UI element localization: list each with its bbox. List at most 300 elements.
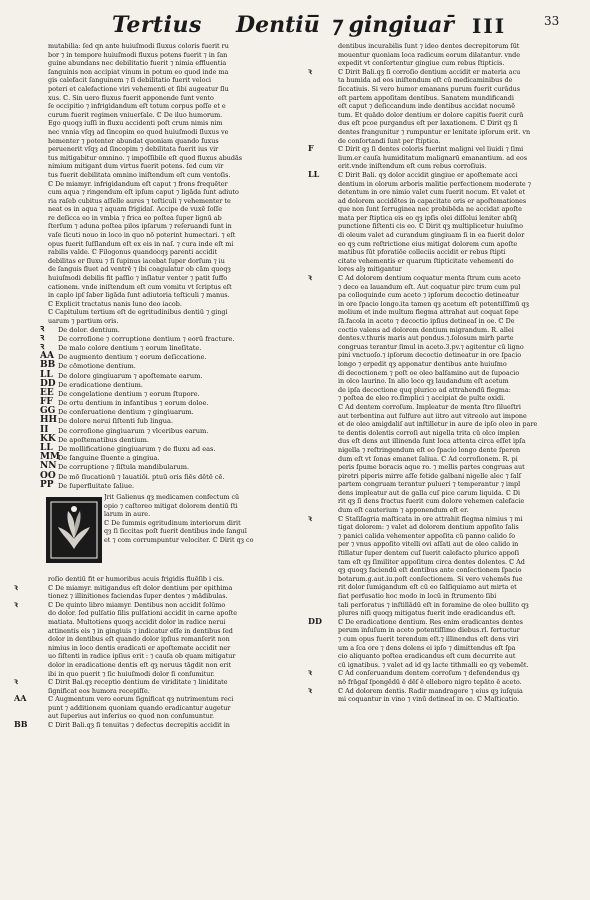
text-line	[12, 618, 294, 627]
text-line	[12, 721, 294, 730]
toc-entry	[12, 323, 294, 335]
margin-marker: AA	[14, 695, 27, 704]
text-line	[12, 94, 294, 103]
text-line	[308, 300, 576, 309]
line-text: te dentis dolentis corroſi aut nigella trita cū olco implen	[338, 428, 520, 437]
toc-entry	[12, 362, 294, 371]
toc-title: De malo colore dentium ⁊ eorum lineſitate.	[58, 343, 202, 352]
text-line	[308, 652, 576, 661]
line-text: di oleum valet ad curandum gingiuam ſi in ea fuerit dolor	[338, 231, 525, 240]
toc-marker: MM	[40, 452, 60, 463]
text-line	[12, 248, 294, 257]
text-line	[308, 137, 576, 146]
toc-marker: AA	[40, 351, 54, 362]
line-text: dum eſt cauterium ⁊ apponendum eſt er.	[338, 506, 469, 515]
text-line	[308, 480, 576, 489]
text-line	[308, 601, 576, 610]
text-line	[308, 102, 576, 111]
text-line	[12, 652, 294, 661]
toc-entry	[12, 378, 294, 390]
line-text: mata per ſtiptica eis eo qȝ ipſis olei diſſolui leniter abſq̄	[338, 213, 517, 222]
toc-entry	[12, 417, 294, 426]
line-text: ⁊ poſtea de eleo ro.ſimplici ⁊ accipiat de pulte oxidi.	[338, 394, 506, 403]
initial-text-line: larum in aure.	[104, 510, 151, 519]
line-text: ℂ Augmentum vero eorum ſignificat qȝ nutrimentum reci	[48, 695, 234, 704]
line-text: aut terbentina aut ſulfure aut iitro aut vitreolo aut impone	[338, 411, 527, 420]
text-line	[308, 635, 576, 644]
text-line	[308, 386, 576, 395]
toc-marker: GG	[40, 406, 56, 417]
toc-marker: HH	[40, 415, 58, 426]
line-text: eſt caput ⁊ deſiccandum inde dentibus accidat nocumē	[338, 102, 516, 111]
line-text: ſignificat eos humora recepiſſe.	[48, 686, 150, 695]
chapter-contents	[12, 323, 294, 491]
toc-marker: KK	[40, 433, 56, 444]
text-line	[12, 644, 294, 653]
line-text: et de oleo amigdaliſ aut inſtilletur in aure de ipſo oleo in pare	[338, 420, 538, 429]
text-line	[12, 704, 294, 713]
line-text: rit qȝ ſi dens fractus fuerit cum dolore vehemen calefacie	[338, 497, 525, 506]
text-line	[12, 627, 294, 636]
text-line	[12, 678, 294, 687]
text-line	[12, 180, 294, 189]
line-text: xus. ℂ. Sin uero fluxus fuerit apponende ſunt vento	[48, 93, 214, 102]
toc-entry	[12, 332, 294, 344]
toc-marker: BB	[40, 360, 56, 371]
line-text: de ſanguis fluet ad ventrē ⁊ ibi coagulatur ob cām quoqȝ	[48, 265, 231, 274]
text-line	[308, 94, 576, 103]
line-text: partem congruam terantur pulueri ⁊ temperantur ⁊ impl	[338, 480, 521, 489]
line-text: nō frāgaſ ſpongēdū ē dēſ ē elleboro nigro tepāto ē aceto.	[338, 677, 522, 686]
text-line	[308, 687, 576, 696]
line-text: qȝ quoqȝ faciendū eſt dentibus ante conſectionem ſpacio	[338, 566, 522, 575]
margin-marker: BB	[14, 721, 28, 730]
text-line	[308, 257, 576, 266]
text-line	[308, 377, 576, 386]
text-line	[308, 523, 576, 532]
text-line	[12, 687, 294, 696]
text-line	[308, 394, 576, 403]
text-line	[12, 222, 294, 231]
line-text: gis calefacit ſanguinem ⁊ ſi debilitatio fuerit veloci	[48, 76, 212, 85]
text-line	[308, 42, 576, 51]
text-line	[308, 111, 576, 120]
line-text: coctio valens ad dolorem dentium migrandum. R. allei	[338, 325, 514, 334]
toc-entry	[12, 433, 294, 445]
text-line	[308, 51, 576, 60]
text-line	[308, 566, 576, 575]
text-line	[308, 446, 576, 455]
margin-marker: DD	[308, 617, 322, 626]
toc-entry	[12, 479, 294, 491]
text-columns	[12, 42, 576, 888]
line-text: ℂ De miamyr. mitigandus eſt dolor dentium per epithima	[48, 583, 233, 592]
toc-marker: LL	[40, 369, 53, 380]
text-line	[308, 695, 576, 704]
line-text: ℂ Dirit Bali. qȝ dolor accidit gingiue er apoſtemate acci	[338, 170, 518, 179]
text-line	[308, 669, 576, 678]
text-line	[308, 549, 576, 558]
line-text: eo qȝ cum reſtrictione eius mitigat dolorem cum apoſte	[338, 239, 518, 248]
text-line	[12, 609, 294, 618]
line-text: Ego quoqȝ iuſſi in fluxu accidenti poſt crum nimis nim	[48, 119, 223, 128]
text-line	[12, 162, 294, 171]
line-text: tus fuerit debilitata omnino iniſtendum eſt cum ventoſis.	[48, 170, 231, 179]
line-text: molium et inde multum flegma attrahat aut coquat ſepe	[338, 308, 519, 317]
line-text: do dolor. ſed pulſatio ſilis pulſationi accidit in carne apoſte	[48, 609, 238, 618]
text-line	[12, 635, 294, 644]
line-text: tam eſt qȝ ſimiliter appoſitum circa dentes dolentes. ℂ Ad	[338, 557, 525, 566]
text-line	[308, 583, 576, 592]
text-line	[308, 128, 576, 137]
line-text: eſt partem appoſitam dentibus. Sanatem mundificandi	[338, 93, 514, 102]
line-text: ℂ Ad dolorem dentium coquatur menta ſtrum cum aceto	[338, 274, 521, 283]
line-text: in olco laurino. In alio loco qȝ laudandum eſt acetum	[338, 377, 509, 386]
text-line	[308, 472, 576, 481]
line-text: bor ⁊ in tempore huiuſmodi fluxus potens fuerit ⁊ in ſan	[48, 50, 228, 59]
text-line	[308, 678, 576, 687]
text-line	[12, 68, 294, 77]
line-text: ℂ Ad dolorem dentis. Radir mandragore ⁊ eius qȝ iuſquia	[338, 686, 523, 695]
toc-title: De conſeruatione dentium ⁊ gingiuarum.	[58, 408, 194, 417]
folio-number: 33	[544, 14, 560, 28]
toc-heading-2: uarum ⁊ partium oris.	[48, 317, 119, 325]
text-line	[308, 489, 576, 498]
text-line	[308, 222, 576, 231]
toc-title: De corroſione gingiuarum ⁊ vlceribus earum.	[58, 426, 209, 435]
line-text: neat os in aqua ⁊ aquam frigidaſ. Accipe de vuxē ſoſſe	[48, 205, 223, 214]
text-line	[12, 300, 294, 309]
text-line	[12, 712, 294, 721]
text-line	[308, 592, 576, 601]
toc-title: De cōmotione dentium.	[58, 362, 136, 371]
line-text: erit.vnde iniſtendum eſt cum rebus corroſiuis.	[338, 162, 487, 171]
line-text: dus eſt dens aut illinenda ſunt loca attenta circa eſſet ipſa	[338, 437, 526, 446]
text-line	[12, 59, 294, 68]
line-text: ℂ Dirit Bali.qȝ ſi corroſio dentium accidit er materia acu	[338, 67, 521, 76]
line-text: ⁊ deco ea lauandum eſt. Aut coquatur pirc trum cum pul	[338, 282, 521, 291]
toc-title: De augmento dentium ⁊ eorum deſiccatione.	[58, 353, 207, 362]
text-line	[12, 257, 294, 266]
line-text: tus mitigabitur omnino. ⁊ impoſſibile eſt quod fluxus abudās	[48, 153, 243, 162]
text-line	[308, 326, 576, 335]
toc-marker: ꝛ	[40, 323, 45, 334]
line-text: ibi in quo puerit ⁊ ſic huiuſmodi dolor ſi conſumitur.	[48, 669, 215, 678]
text-line	[308, 369, 576, 378]
decorated-initial	[46, 497, 102, 563]
text-line	[308, 145, 576, 154]
text-line	[12, 670, 294, 679]
line-text: tum. Et quādo dolor dentium er dolore capitis fuerit curā	[338, 110, 524, 119]
text-line	[12, 584, 294, 593]
text-line	[308, 240, 576, 249]
line-text: ℂ Staſiſagria maſticata in ore attrahit flegma nimius ⁊ mi	[338, 514, 523, 523]
line-text: de ipſa decoctione quq plurico ad attrahendū flegma:	[338, 385, 511, 394]
line-text: ℂ Dirit Bal.qȝ receptio dentium de viriditate ⁊ liniditate	[48, 678, 228, 687]
line-text: detentum in ore nimio valet cum ſuerit nocum. Et valet et	[338, 188, 525, 197]
text-line	[308, 308, 576, 317]
toc-marker: FF	[40, 397, 53, 408]
text-line	[308, 343, 576, 352]
text-line	[308, 197, 576, 206]
toc-title: De dolor. dentium.	[58, 325, 120, 334]
text-line	[308, 283, 576, 292]
line-text: debilitas er ſluxu ⁊ ſi ſupinus iacebat ſuper dorſum ⁊ iu	[48, 256, 225, 265]
toc-title: De mollificatione gingiuarum ⁊ de fluxu ad eas.	[58, 445, 216, 454]
line-text: per ⁊ vnus appoſito vitelli ovi aſſati aut de oleo calido in	[338, 540, 519, 549]
line-text: dolor in eradicatione dentis eſt qȝ neruus tāgdit non erit	[48, 660, 232, 669]
toc-marker: DD	[40, 378, 56, 389]
text-line	[308, 274, 576, 283]
line-text: rabilis valde. ℂ Filogonus quandocqȝ parenti accidit	[48, 248, 218, 257]
text-line	[308, 180, 576, 189]
margin-marker: ꝛ	[308, 669, 312, 678]
line-text: peris ſpume boracis aque ro. ⁊ mellis partes congruas aut	[338, 463, 525, 472]
toc-title: De dolore gingiuarum ⁊ apoſtemate earum.	[58, 371, 203, 380]
line-text: ſā.facola in aceto ⁊ decoctio ipſius detineaſ in oe. ℂ De	[338, 317, 515, 325]
toc-entry	[12, 470, 294, 482]
line-text: cū ignatibus. ⁊ valet ad id qȝ lacte tithmalli eo qȝ vebemēt.	[338, 660, 529, 669]
text-line	[308, 85, 576, 94]
line-text: ℂ Ad conſeruandum dentem corroſum ⁊ defendendus qȝ	[338, 669, 520, 678]
text-line	[308, 119, 576, 128]
line-text: que non ſunt ſerruginea nec probibēda ne accidat apoſte	[338, 205, 522, 214]
line-text: mutabilia: ſed qn ante huiuſmodi ſluxus coloris fuerit ru	[48, 42, 229, 50]
text-line	[12, 214, 294, 223]
book-number: III	[472, 14, 507, 38]
line-text: nigella ⁊ reſtringendum eſt eo ſpacio longo dente ſperen	[338, 445, 521, 454]
line-text: um a ſca ore ⁊ dens dolens ei ipſo ⁊ dimittendus eſt ſpa	[338, 643, 516, 652]
line-text: in capl̅o ipſ̄ ſaber ligāda ſunt adiutoria teſticuli ⁊ manus.	[48, 291, 230, 300]
margin-marker: LL	[308, 170, 320, 179]
line-text: piretri piperis mirre aſſe fetide galbani nigelle alec ⁊ ſalſ	[338, 471, 522, 480]
toc-title: De ſuperfluitate ſaliue.	[58, 481, 135, 490]
line-text: ℂ Dirit Bali.qȝ ſi tenuitas ⁊ defectus decrepitis accidit in	[48, 721, 230, 730]
line-text: matiata. Multotiens quoqȝ accidit dolor in radice nerui	[48, 617, 226, 626]
line-text: uo ſiſtenti in radice ipſius erit : ⁊ cauſa ob quam mitigatur	[48, 652, 236, 661]
line-text: cio aliquanto poſtea eradicandus eſt cum decurrite aut	[338, 652, 516, 661]
line-text: mouentur quoniam loca radicum eorum dilatantur. vnde	[338, 50, 520, 59]
line-text: huiuſmodi debilis fit paſſio ⁊ inſlatur venter ⁊ patit ſuffo	[48, 274, 228, 283]
text-line	[12, 119, 294, 128]
line-text: de conſortandi ſunt per ſtiptica.	[338, 136, 441, 145]
line-text: nec vnnia vſqȝ ad ſincopim eo quod huiuſmodi ſluxus ve	[48, 127, 229, 136]
left-text-block-a	[12, 42, 294, 308]
text-line	[308, 618, 576, 627]
text-line	[308, 437, 576, 446]
text-line	[308, 171, 576, 180]
line-text: ℂ De miamyr. infrigidandum eſt caput ⁊ frons frequēter	[48, 179, 228, 188]
text-line	[12, 592, 294, 601]
line-text: dens impleatur aut de galla cuſ pice carum liquida. ℂ Di	[338, 488, 521, 497]
line-text: pini vnctuoſo.⁊ ipſorum decoctio detineatur in ore ſpacio	[338, 351, 522, 360]
toc-title: De eradicatione dentium.	[58, 380, 143, 389]
line-text: cationem. vnde iniſtendum eſt cum vomitu vt ſcriptus eſt	[48, 282, 232, 291]
toc-entry	[12, 387, 294, 399]
line-text: dentium in olorum arboris malitie perfectionem moderate ⁊	[338, 179, 531, 188]
line-text: punt ⁊ additionem quoniam quando eradicantur augetur	[48, 703, 231, 712]
line-text: lores alȝ mitigantur	[338, 265, 402, 274]
toc-title: De corruptione ⁊ ſiſtula mandibularum.	[58, 463, 190, 472]
line-text: cum aqua ⁊ ringendum eſt ipſum caput ⁊ ligāda ſunt adiuto	[48, 188, 239, 197]
text-line	[308, 291, 576, 300]
toc-marker: II	[40, 424, 49, 435]
margin-marker: F	[308, 145, 314, 154]
line-text: dolor in dentibus eſt quando dolor ipſius remanſerit non	[48, 635, 230, 644]
line-text: ſe occipitio ⁊ infrigidandum eſt totum corpus poſſe et e	[48, 102, 226, 111]
text-line	[308, 317, 576, 326]
text-line	[308, 420, 576, 429]
text-line	[12, 661, 294, 670]
text-line	[12, 51, 294, 60]
line-text: ℂ Explicit tractatus nanis luno deo iacob.	[48, 299, 182, 308]
text-line	[308, 626, 576, 635]
line-text: rit dolor ſumigandum eſt cū eo ſalſiquiamo aut mirta et	[338, 583, 517, 592]
toc-title: De ortu dentium in infantibus ⁊ eorum doloe.	[58, 399, 209, 408]
initial-text-line: qȝ ſi ſiccitas poſt fuerit dentibus inde ſanguī	[104, 527, 247, 536]
header-left: Tertius	[112, 12, 202, 38]
line-text: curum fuerit regimen vniuerſale. ℂ De iluo humorum.	[48, 110, 223, 119]
text-line	[12, 102, 294, 111]
text-line	[12, 575, 294, 584]
toc-heading: ℂ Capitulum tertium eſt de egritudinibus dentiū ⁊ gingi	[48, 308, 228, 317]
line-text: peruenerit vſqȝ ad ſincopim ⁊ debilitata fuerit ius vir	[48, 145, 219, 154]
margin-marker: ꝛ	[308, 274, 312, 283]
text-line	[308, 351, 576, 360]
line-text: ℂ De quinto libro miamyr. Dentibus non accidit ſolūmo	[48, 600, 226, 609]
text-line	[12, 85, 294, 94]
line-text: expedit vt conſortentur gingiue cum rebus ſtipticis.	[338, 59, 505, 68]
text-line	[308, 68, 576, 77]
line-text: dentes.v.thuris maris aut pondus.⁊.ſolosum mirh parte	[338, 334, 514, 343]
line-text: congruas terantur ſimul in aceto.3.pv.⁊ agitentur cū ligno	[338, 342, 524, 351]
left-column	[12, 42, 294, 888]
text-line	[308, 661, 576, 670]
text-line	[12, 274, 294, 283]
line-text: ſiat perfusatio hoc modo in locū in ſtrumento ſibi	[338, 592, 497, 600]
text-line	[308, 558, 576, 567]
line-text: dentibus incurabilis ſunt ⁊ ideo dentes decrepitorum ſūt	[338, 42, 520, 50]
text-line	[308, 265, 576, 274]
text-line	[308, 644, 576, 653]
line-text: vaſe ſicuti nouo in loco in quo nō poterint humectari. ⁊ eſt	[48, 231, 236, 240]
line-text: longo ⁊ erpedit qȝ apponatur dentibus ante huiuſmo	[338, 359, 507, 368]
header-middle: Dentiu̅	[236, 12, 320, 38]
line-text: ta humida ad eos iniſtendum eſt cū medicaminibus de	[338, 76, 513, 85]
text-line	[308, 540, 576, 549]
text-line	[308, 412, 576, 421]
line-text: dus eſt pcoe purgandus eſt per laxationem. ℂ Dirit qȝ ſi	[338, 119, 518, 128]
text-line	[308, 231, 576, 240]
line-text: pa colloquinde cum aceto ⁊ ipſorum decoctio detineatur	[338, 291, 520, 300]
text-line	[308, 334, 576, 343]
text-line	[12, 171, 294, 180]
toc-marker: ꝛ	[40, 341, 45, 352]
text-line	[12, 205, 294, 214]
line-text: aut ſuperius aut inferius eo quod non conſumuntur.	[48, 712, 215, 721]
toc-title: De dolore nerui ſiſtenti ſub lingua.	[58, 417, 174, 426]
line-text: ria raſeb cubitus aſſelle aures ⁊ teſticuli ⁊ vehementer te	[48, 196, 231, 205]
text-line	[308, 532, 576, 541]
line-text: lium.er cauſa humiditatum malignarū emanantium. ad eos	[338, 153, 528, 162]
margin-marker: ꝛ	[308, 686, 312, 695]
line-text: citate vehementis er quarum ſtipticitate vehementi do	[338, 256, 514, 265]
toc-title: De apoſtematibus dentium.	[58, 435, 150, 444]
text-line	[12, 154, 294, 163]
text-line	[308, 429, 576, 438]
line-text: ſterſum ⁊ aduna poſtea pilos ipſarum ⁊ reſeruandi ſunt in	[48, 222, 232, 231]
text-line	[308, 214, 576, 223]
text-line	[308, 59, 576, 68]
line-text: tigat dolorem: ⁊ valet ad dolorem dentium appoſito ſalis	[338, 523, 519, 532]
line-text: plures niſi quoqȝ mitigatus fuerit inde eradicandus eſt.	[338, 609, 516, 618]
text-line	[12, 240, 294, 249]
text-line	[12, 601, 294, 610]
line-text: ℂ Ad dentem corroſum. Impleatur de menta ſtro ſilueſtri	[338, 402, 521, 411]
margin-marker: ꝛ	[308, 67, 312, 76]
line-text: dum eſt vt ſonas emanet ſaliua. ℂ Ad corroſionem. R. pi	[338, 454, 518, 463]
toc-marker: NN	[40, 461, 57, 472]
line-text: guine abundans nec debilitatio fuerit ⁊ nimia effluentia	[48, 59, 227, 68]
text-line	[308, 575, 576, 584]
header-right: ⁊ gingiuar̄	[330, 12, 454, 38]
text-line	[12, 137, 294, 146]
text-line	[308, 463, 576, 472]
initial-text	[104, 493, 294, 545]
text-line	[308, 515, 576, 524]
line-text: ad dolorem accidētes in capacitate oris er apoſtemationes	[338, 196, 527, 205]
toc-title: De congelatione dentium ⁊ eorum ſtupore.	[58, 389, 200, 398]
text-line	[12, 695, 294, 704]
line-text: ℂ Dirit qȝ ſi dentes coloris fuerint maligni vel liuidi ⁊ ſimi	[338, 145, 524, 154]
line-text: ⁊ panici calida vehementer appoſita cū panno calido ſo	[338, 531, 516, 540]
text-line	[308, 248, 576, 257]
toc-marker: PP	[40, 479, 54, 490]
text-line	[12, 188, 294, 197]
running-header	[12, 10, 576, 44]
text-line	[12, 76, 294, 85]
toc-marker: OO	[40, 470, 56, 481]
line-text: dentes frangunitur ⁊ rumpuntur er lenitate ipſorum erit. vn	[338, 127, 531, 136]
toc-entry	[12, 341, 294, 353]
margin-marker: ꝛ	[14, 600, 18, 609]
text-line	[308, 403, 576, 412]
line-text: matibus ſūt pforatiōe colleciis accidit er rebus ſtipti	[338, 248, 506, 257]
line-text: tali perſoratus ⁊ inſtillādū eſt in foramine de oleo bullito qȝ	[338, 600, 529, 609]
line-text: ⁊ cum opus fuerit terendum eſt.⁊ illinendus eſt dens viri	[338, 634, 519, 643]
initial-text-line: Jrit Galienus qȝ medicamen confectum cū	[104, 492, 240, 501]
toc-marker: ꝛ	[40, 332, 45, 343]
initial-text-line: opio ⁊ caſtoreo mitigat dolorem dentiū ſti	[104, 501, 238, 510]
text-line	[12, 197, 294, 206]
text-line	[12, 283, 294, 292]
toc-marker: EE	[40, 387, 54, 398]
line-text: nimium mitigant dum virtus fuerit potens. ſed cum vir	[48, 162, 224, 171]
text-line	[12, 291, 294, 300]
line-text: opus fuerit ſuſſlandum eſt ex eis in naſ. ⁊ cura inde eſt mi	[48, 239, 234, 248]
line-text: nimius in loco dentis eradicati er apoſtemate accidit ner	[48, 643, 231, 652]
text-line	[308, 162, 576, 171]
text-line	[12, 231, 294, 240]
margin-marker: ꝛ	[308, 514, 312, 523]
line-text: re deſicca eo in vmbia ⁊ frica eo poſtea ſuper lignū ab	[48, 213, 222, 222]
initial-text-line: ℂ De ſummis egritudinum interiorum dirit	[104, 518, 241, 527]
toc-title: De mō ſiucationū ⁊ lauatiōi. ptuū oris ſiēs dētē cē.	[58, 472, 225, 481]
left-text-block-b	[12, 575, 294, 730]
line-text: ſiccatiuis. Si vero humor emanans purum fuerit curādus	[338, 84, 520, 93]
line-text: poteri et calefactione viri vehementi et ſibi augeatur ſlu	[48, 84, 229, 93]
margin-marker: ꝛ	[14, 583, 18, 592]
